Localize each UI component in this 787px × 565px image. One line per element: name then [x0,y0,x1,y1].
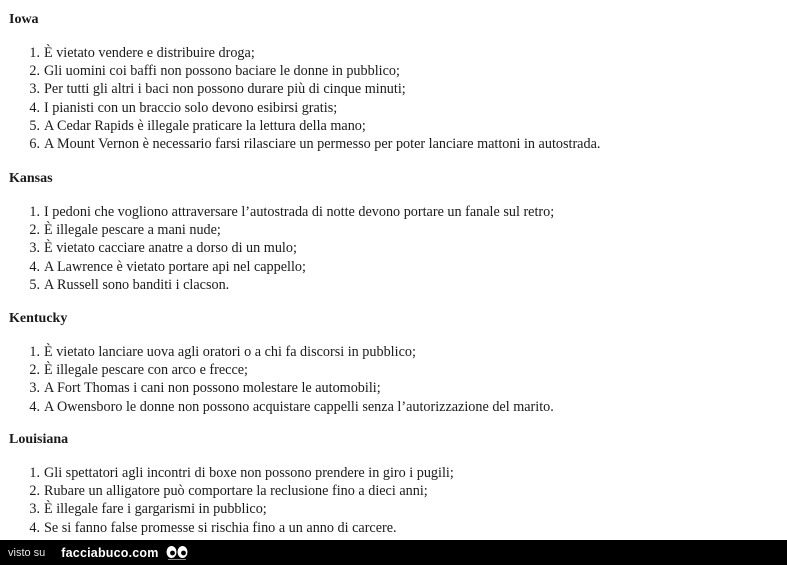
footer-site-link[interactable]: facciabuco.com [61,545,159,560]
list-item [0,135,600,153]
item-text: A Mount Vernon è necessario farsi rilasciare un permesso per poter lanciare mattoni in autostrada. [44,135,601,152]
list-item [0,62,600,80]
list-item [0,361,554,379]
item-number: 5. [29,276,40,293]
item-number: 3. [29,81,40,98]
item-number: 4. [29,398,40,415]
list-item [0,258,554,276]
item-number: 1. [29,204,40,220]
list-item [0,276,554,294]
eyes-icon [165,545,189,561]
item-text: È vietato vendere e distribuire droga; [44,45,255,61]
list-item [0,203,554,221]
item-number: 4. [29,99,40,116]
section-title-kansas: Kansas [9,171,53,186]
list-item [0,343,554,361]
rule-list-louisiana [0,464,454,537]
list-item [0,464,454,482]
list-item [0,239,554,257]
item-number: 3. [29,501,40,518]
rule-list-iowa [0,44,600,153]
item-number: 1. [29,45,40,61]
item-text: A Lawrence è vietato portare api nel cappello; [44,258,306,275]
item-number: 2. [29,483,40,500]
list-item [0,99,600,117]
item-text: Gli spettatori agli incontri di boxe non possono prendere in giro i pugili; [44,465,454,481]
list-item [0,379,554,397]
item-text: I pianisti con un braccio solo devono esibirsi gratis; [44,99,338,116]
list-item [0,500,454,518]
item-text: A Fort Thomas i cani non possono molestare le automobili; [44,380,381,397]
section-title-kentucky: Kentucky [9,311,68,326]
footer-visto-label: visto su [8,546,46,559]
list-item [0,398,554,416]
item-number: 4. [29,519,40,536]
item-number: 2. [29,362,40,379]
item-number: 3. [29,240,40,257]
item-text: A Russell sono banditi i clacson. [44,276,230,293]
item-number: 6. [29,135,40,152]
item-text: A Cedar Rapids è illegale praticare la lettura della mano; [44,117,366,134]
list-item [0,482,454,500]
item-text: È illegale pescare con arco e frecce; [44,362,249,379]
item-text: A Owensboro le donne non possono acquistare cappelli senza l’autorizzazione del marito. [44,398,554,415]
item-number: 4. [29,258,40,275]
rule-list-kentucky [0,343,554,416]
item-text: Rubare un alligatore può comportare la reclusione fino a dieci anni; [44,483,428,500]
item-number: 1. [29,344,40,360]
item-text: È vietato cacciare anatre a dorso di un mulo; [44,240,297,257]
list-item [0,117,600,135]
item-text: È illegale pescare a mani nude; [44,222,221,239]
watermark-footer [0,540,787,565]
list-item [0,519,454,537]
item-number: 3. [29,380,40,397]
rule-list-kansas [0,203,554,294]
item-text: Se si fanno false promesse si rischia fino a un anno di carcere. [44,519,397,536]
item-number: 5. [29,117,40,134]
item-number: 1. [29,465,40,481]
item-text: Gli uomini coi baffi non possono baciare le donne in pubblico; [44,63,400,80]
list-item [0,221,554,239]
item-text: I pedoni che vogliono attraversare l’autostrada di notte devono portare un fanale sul retro; [44,204,555,220]
list-item [0,44,600,62]
item-number: 2. [29,63,40,80]
section-title-louisiana: Louisiana [9,432,69,447]
item-text: Per tutti gli altri i baci non possono durare più di cinque minuti; [44,81,406,98]
item-number: 2. [29,222,40,239]
item-text: È vietato lanciare uova agli oratori o a chi fa discorsi in pubblico; [44,344,416,360]
section-title-iowa: Iowa [9,12,39,27]
item-text: È illegale fare i gargarismi in pubblico; [44,501,267,518]
list-item [0,80,600,98]
